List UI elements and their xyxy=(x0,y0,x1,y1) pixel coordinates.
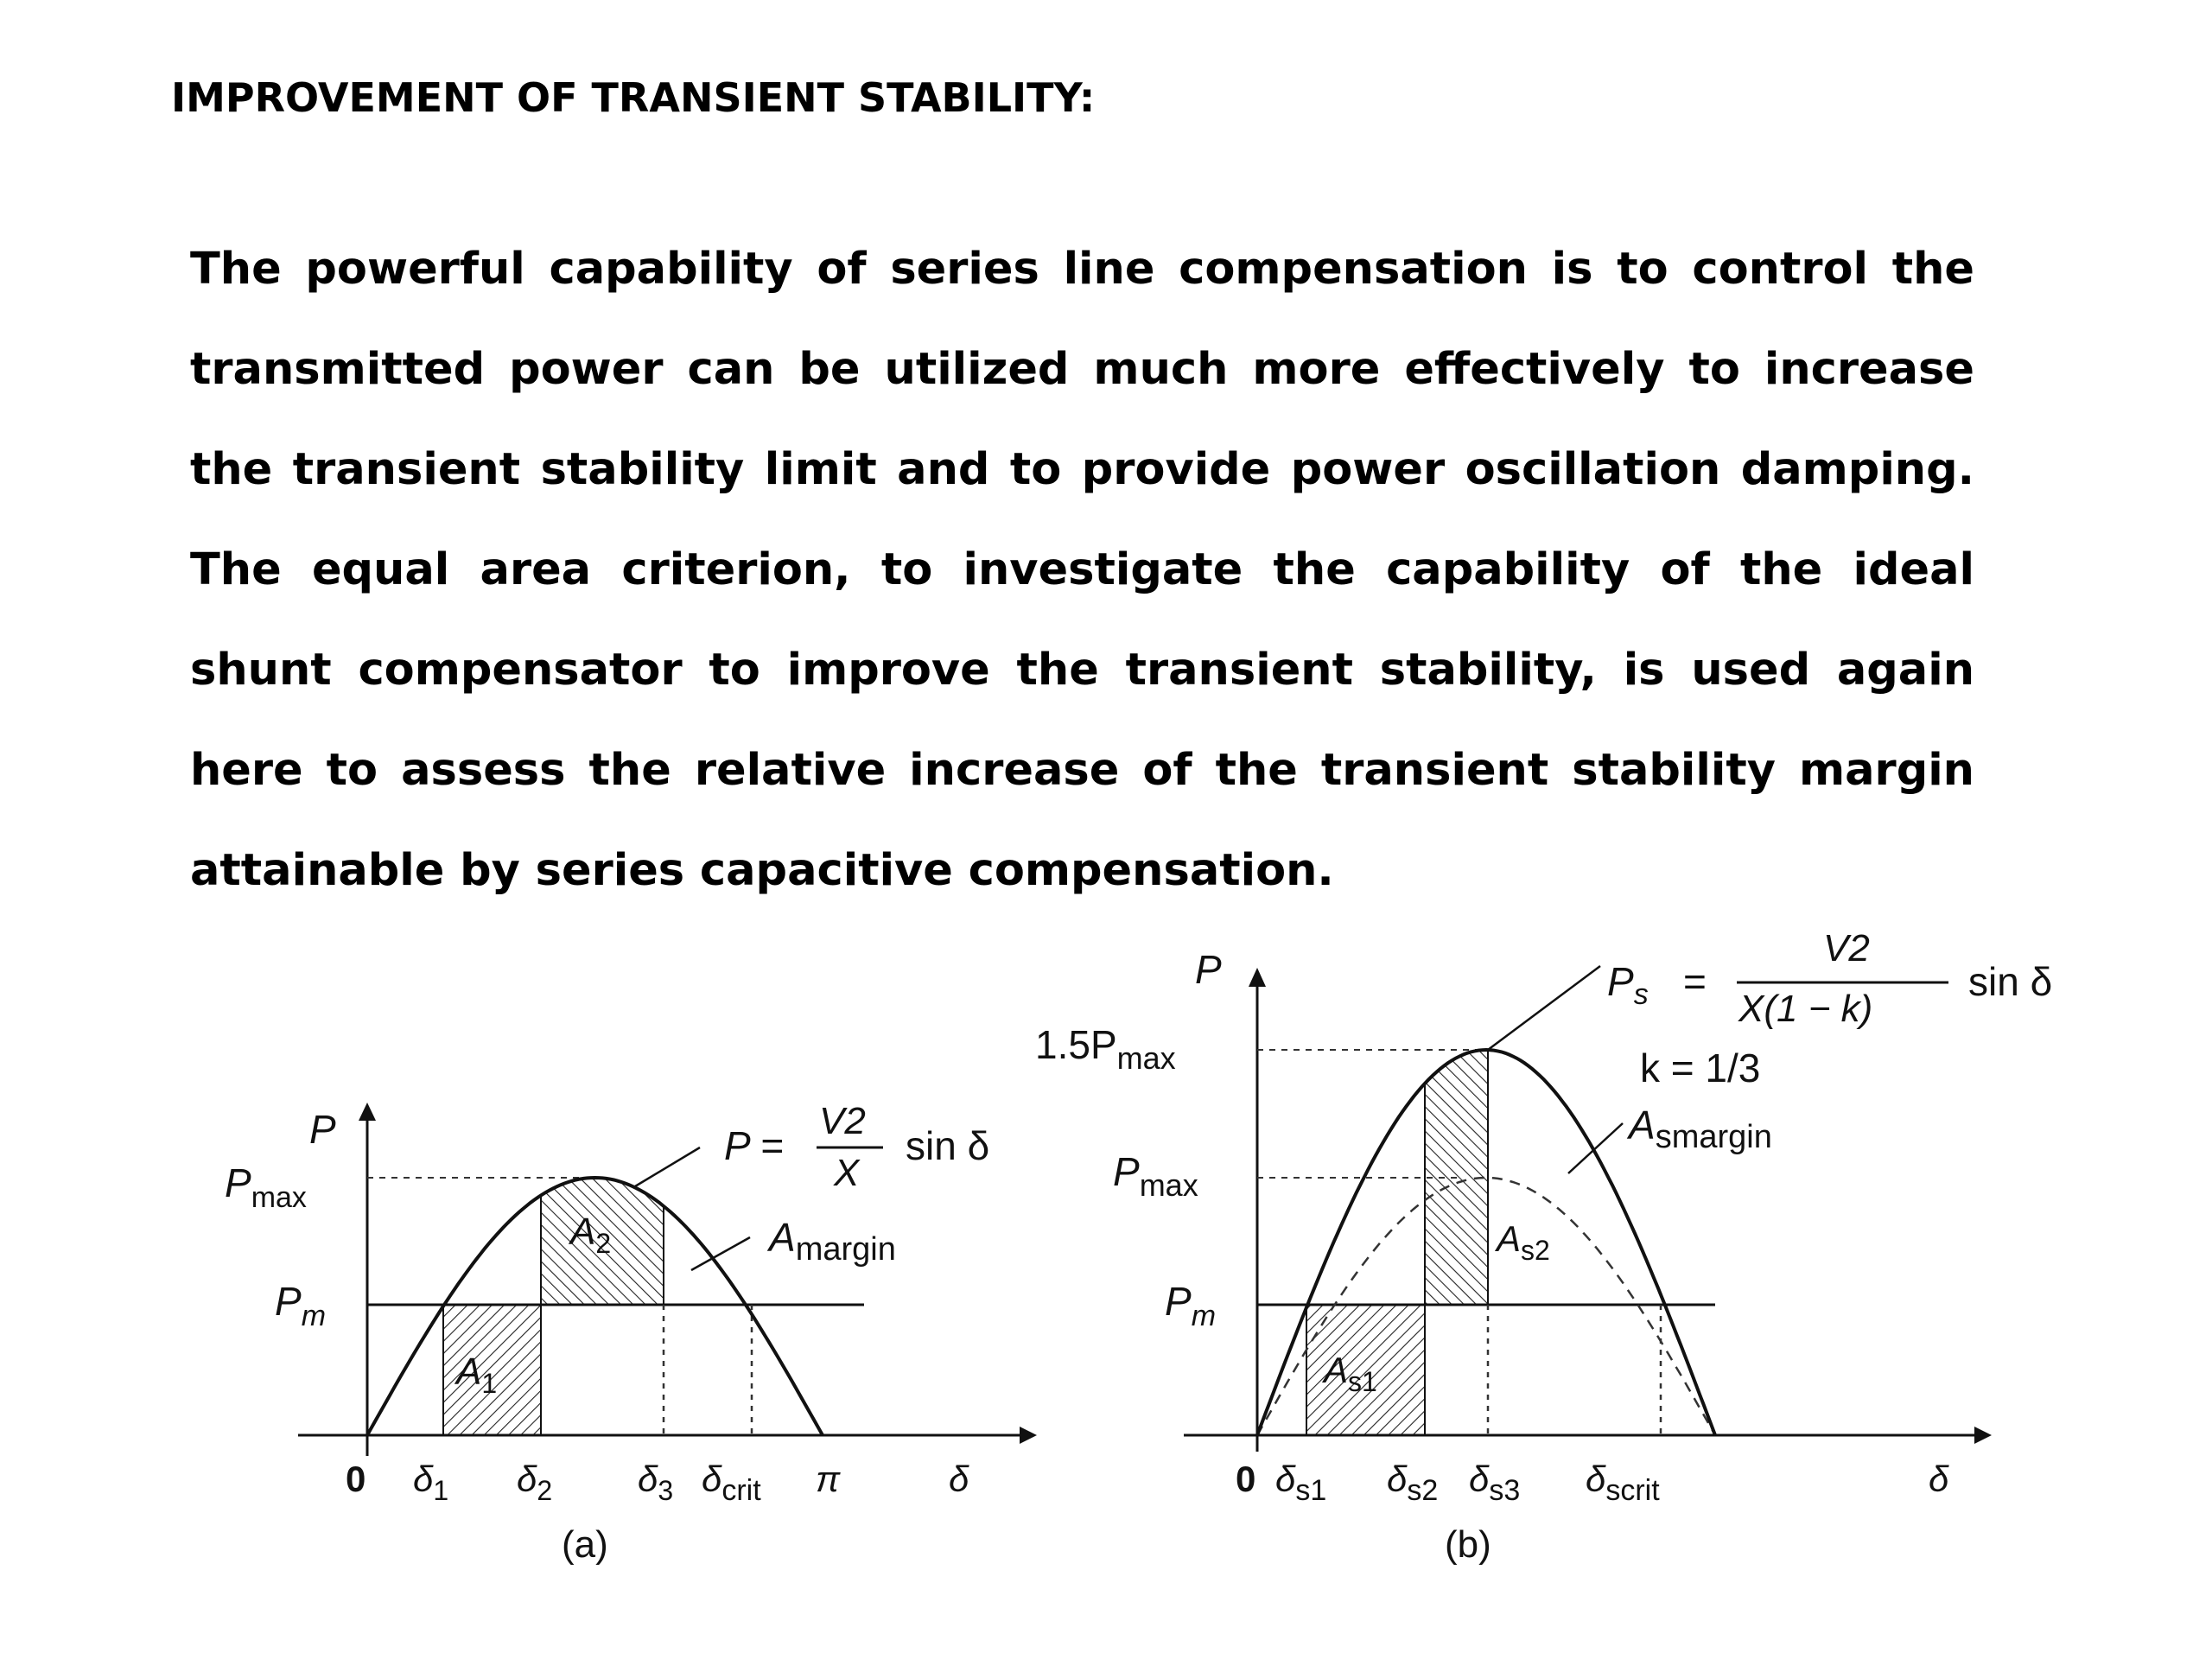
a-tick-d3: $\delta_3$ xyxy=(638,1459,674,1506)
a-eq-denominator: X xyxy=(834,1152,860,1194)
b-eq-leader xyxy=(1488,966,1600,1050)
a-tick-crit: $\delta_{crit}$ xyxy=(702,1459,761,1507)
a-area1-label: $A_1$ xyxy=(456,1351,498,1399)
a-caption: (a) xyxy=(562,1523,608,1566)
b-pm-label: $P_m$ xyxy=(1165,1279,1217,1332)
b-x-axis-label: δ xyxy=(1929,1459,1949,1499)
b-k-value: k = 1/3 xyxy=(1640,1046,1761,1090)
a-margin-label: $A_{margin}$ xyxy=(769,1215,896,1268)
a-y-axis-label: P xyxy=(309,1107,336,1152)
a-area2-label: $A_2$ xyxy=(570,1211,612,1259)
page-title: IMPROVEMENT OF TRANSIENT STABILITY: xyxy=(171,74,1096,121)
a-y-axis-arrow xyxy=(359,1103,376,1121)
a-tick-d2: $\delta_2$ xyxy=(517,1459,553,1506)
a-eq-lhs: P = xyxy=(724,1123,784,1168)
b-pmax-label: $P_{max}$ xyxy=(1113,1149,1198,1203)
a-tick-d1: $\delta_1$ xyxy=(413,1459,449,1506)
b-tick-s3: $\delta_{s3}$ xyxy=(1469,1459,1521,1507)
b-tick-s1: $\delta_{s1}$ xyxy=(1275,1459,1327,1507)
b-eq-lhs: $P_s$ xyxy=(1607,959,1649,1011)
b-pmax15-label: $1.5P_{max}$ xyxy=(1035,1022,1176,1076)
a-pmax-label: $P_{max}$ xyxy=(225,1160,307,1214)
a-eq-numerator: V2 xyxy=(819,1100,866,1142)
a-pm-label: $P_m$ xyxy=(275,1279,327,1332)
b-area2-label: $A_{s2}$ xyxy=(1497,1218,1550,1266)
b-y-axis-label: P xyxy=(1195,947,1222,992)
a-tick-0: 0 xyxy=(346,1459,366,1499)
a-x-axis-arrow xyxy=(1020,1427,1037,1444)
a-eq-rhs: sin δ xyxy=(906,1123,990,1168)
b-eq-denominator: X(1 − k) xyxy=(1738,988,1873,1030)
b-tick-0: 0 xyxy=(1236,1459,1256,1499)
b-eq-equals: = xyxy=(1683,959,1707,1004)
b-eq-rhs: sin δ xyxy=(1968,959,2053,1004)
a-eq-leader xyxy=(635,1147,700,1186)
b-eq-numerator: V2 xyxy=(1823,927,1870,969)
figure-b xyxy=(1035,927,2052,1566)
b-tick-scrit: $\delta_{scrit}$ xyxy=(1586,1459,1660,1507)
b-area1-label: $A_{s1}$ xyxy=(1324,1350,1377,1397)
a-tick-pi: π xyxy=(816,1459,841,1499)
figure-a xyxy=(225,1100,1037,1566)
b-y-axis-arrow xyxy=(1249,968,1266,987)
b-caption: (b) xyxy=(1445,1523,1491,1566)
body-paragraph: The powerful capability of series line compensation is to control the transmitted power can be utilized much more effectively to increase the transient stability limit and to provide power oscillation damping. The equal area criterion, to investigate the capability of the ideal shunt compensator to improve the transient stability, is used again here to assess the relative increase of the transient stability margin attainable by series capacitive compensation. xyxy=(190,244,1974,896)
b-x-axis-arrow xyxy=(1974,1427,1992,1444)
a-x-axis-label: δ xyxy=(949,1459,969,1499)
b-margin-label: $A_{smargin}$ xyxy=(1629,1103,1772,1155)
b-tick-s2: $\delta_{s2}$ xyxy=(1387,1459,1439,1507)
b-margin-leader xyxy=(1568,1123,1623,1173)
